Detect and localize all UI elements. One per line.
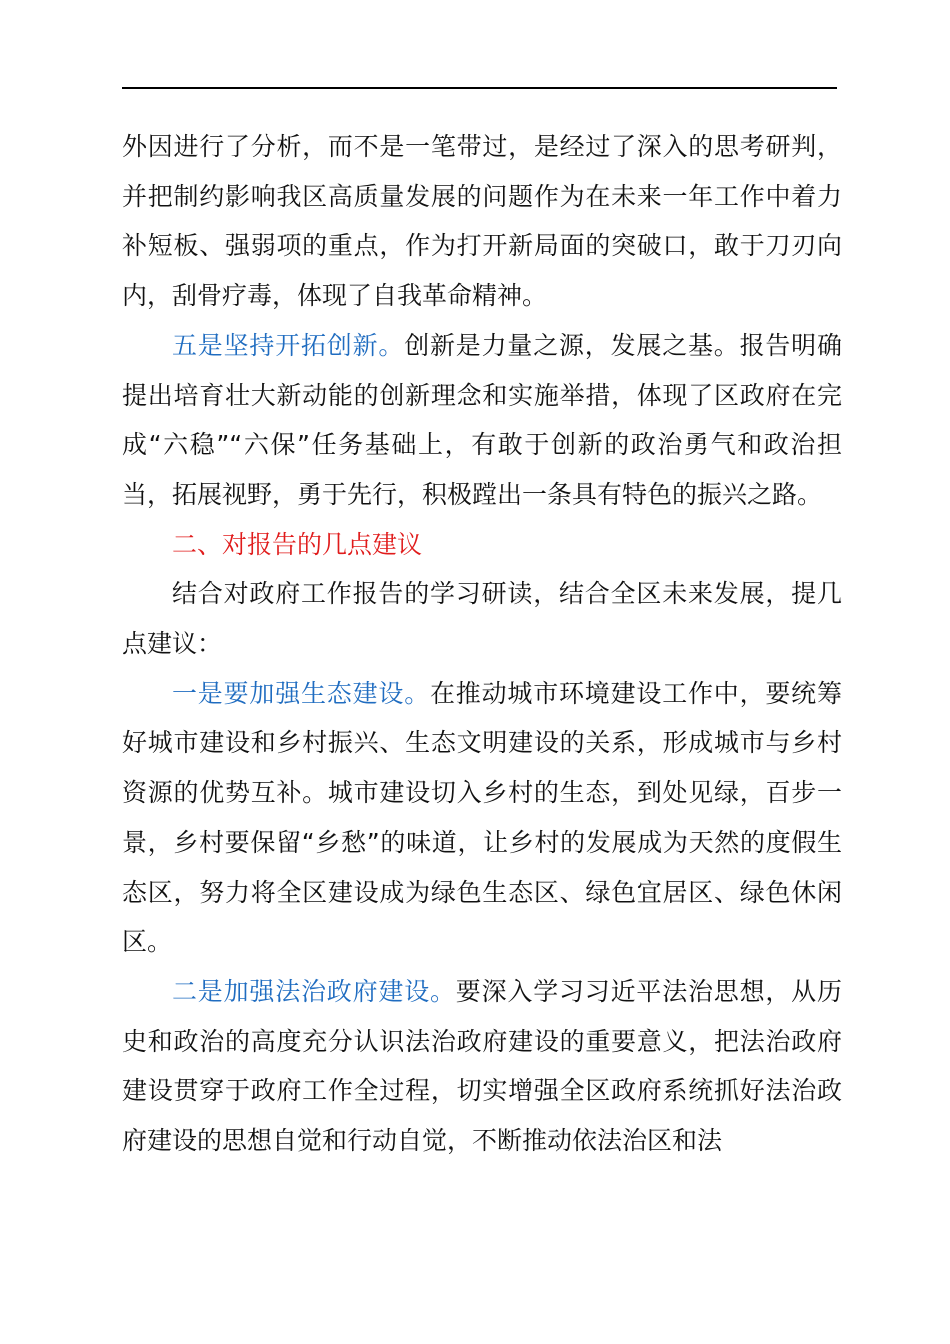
point-heading: 五是坚持开拓创新。: [172, 330, 405, 360]
paragraph-innovation: [122, 321, 842, 520]
paragraph-text: 创新是力量之源，发展之基。报告明确提出培育壮大新动能的创新理念和实施举措，体现了区政府在完成“六稳”“六保”任务基础上，有敢于创新的政治勇气和政治担当，拓展视野，勇于先行，积极蹚出一条具有特色的振兴之路。: [122, 330, 842, 509]
document-body: [122, 122, 842, 1166]
paragraph-text: 外因进行了分析，而不是一笔带过，是经过了深入的思考研判，并把制约影响我区高质量发展的问题作为在未来一年工作中着力补短板、强弱项的重点，作为打开新局面的突破口，敢于刀刃向内，刮骨疗毒，体现了自我革命精神。: [122, 132, 842, 311]
header-rule: [122, 87, 837, 89]
point-heading: 二是加强法治政府建设。: [172, 976, 456, 1006]
paragraph-ecology: [122, 669, 842, 967]
paragraph-text: 结合对政府工作报告的学习研读，结合全区未来发展，提几点建议：: [122, 579, 842, 659]
paragraph-text: 要深入学习习近平法治思想，从历史和政治的高度充分认识法治政府建设的重要意义，把法治政府建设贯穿于政府工作全过程，切实增强全区政府系统抓好法治政府建设的思想自觉和行动自觉，不断推动依法治区和法: [122, 976, 842, 1156]
paragraph-rule-of-law: [122, 967, 842, 1166]
point-heading: 一是要加强生态建设。: [172, 678, 430, 708]
paragraph-text: 在推动城市环境建设工作中，要统筹好城市建设和乡村振兴、生态文明建设的关系，形成城市与乡村资源的优势互补。城市建设切入乡村的生态，到处见绿，百步一景，乡村要保留“乡愁”的味道，让乡村的发展成为天然的度假生态区，努力将全区建设成为绿色生态区、绿色宜居区、绿色休闲区。: [122, 678, 842, 957]
section-heading: 二、对报告的几点建议: [172, 529, 423, 559]
paragraph-intro: [122, 569, 842, 668]
paragraph-continued: [122, 122, 842, 321]
